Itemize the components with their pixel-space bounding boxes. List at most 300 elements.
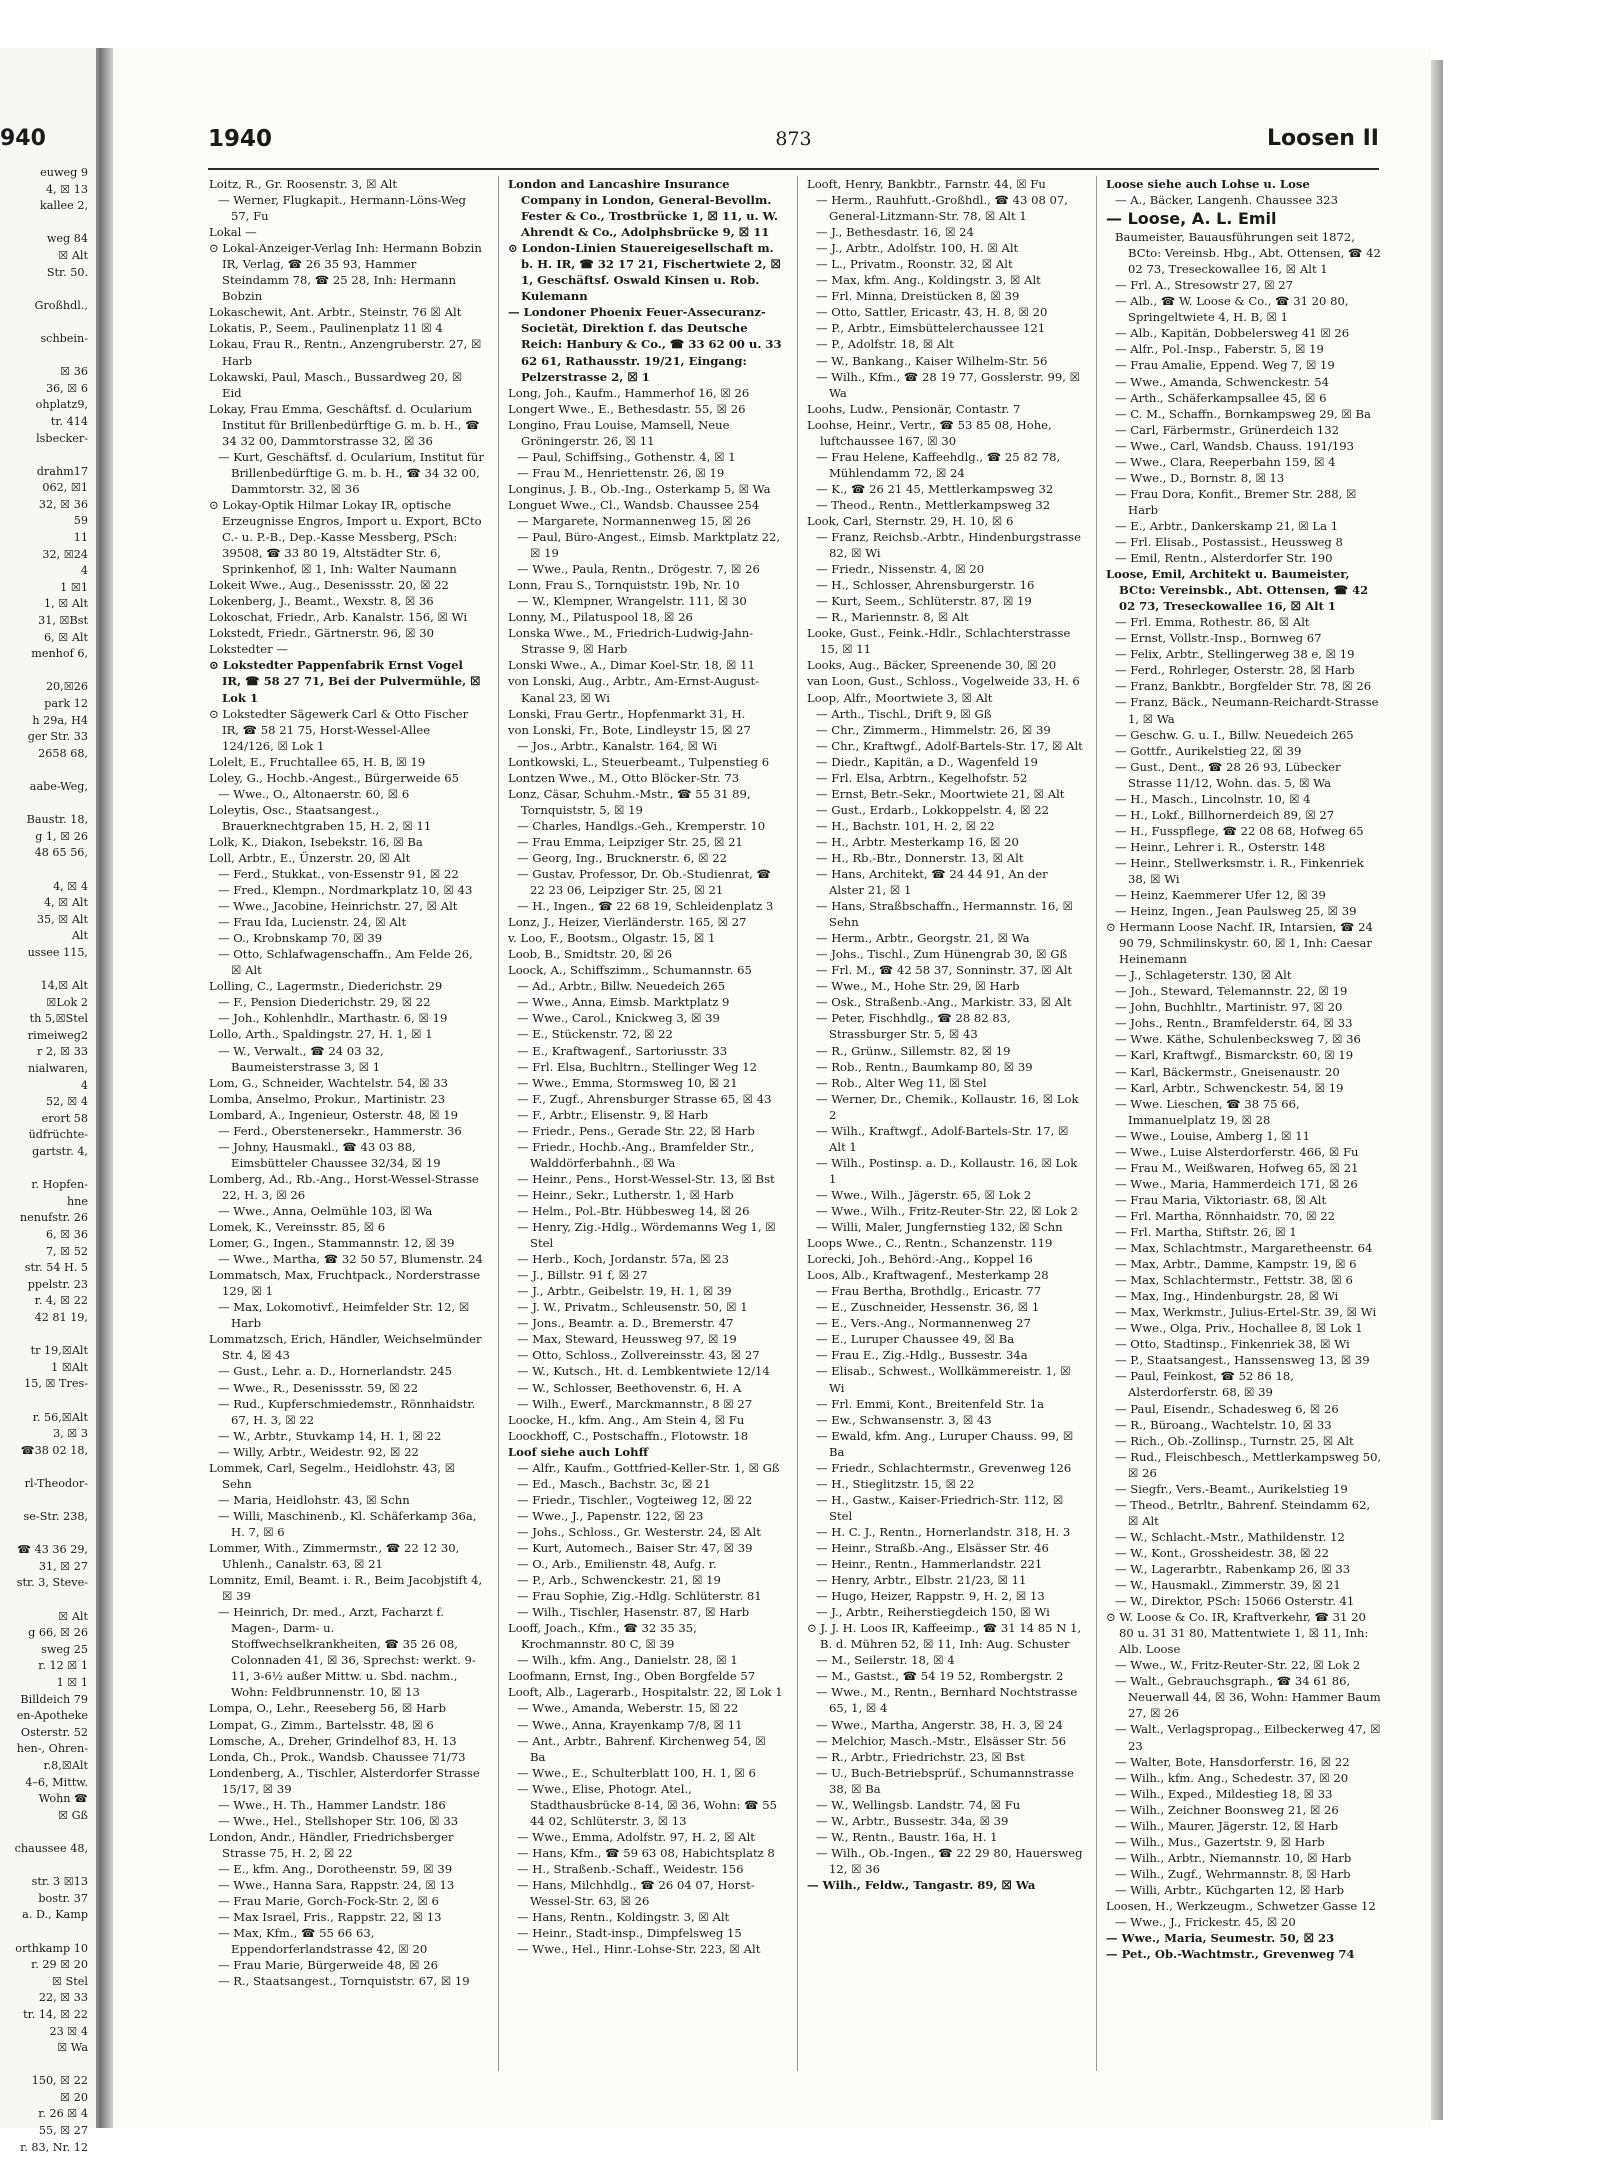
directory-entry: — Wwe., Anna, Krayenkamp 7/8, ☒ 11 bbox=[517, 1717, 743, 1732]
directory-entry: Looff, Joach., Kfm., ☎ 32 35 35, Krochmannstr. 80 C, ☒ 39 bbox=[508, 1621, 697, 1652]
directory-entry: — Wilh., Zugf., Wehrmannstr. 8, ☒ Harb bbox=[1115, 1866, 1351, 1881]
margin-fragment: ☒ Gß bbox=[58, 1808, 88, 1822]
directory-entry: — Max, Schlachtmstr., Margaretheenstr. 64 bbox=[1115, 1241, 1373, 1256]
margin-fragment: h 29a, H4 bbox=[32, 713, 88, 727]
margin-fragment bbox=[0, 1824, 96, 1841]
directory-entry: — Johs., Rentn., Bramfelderstr. 64, ☒ 33 bbox=[1115, 1016, 1353, 1031]
margin-fragment: 062, ☒1 bbox=[42, 481, 88, 495]
directory-entry: — Wwe., Emma, Adolfstr. 97, H. 2, ☒ Alt bbox=[517, 1829, 755, 1844]
margin-fragment: ussee 115, bbox=[27, 945, 88, 959]
directory-entry: Loops Wwe., C., Rentn., Schanzenstr. 119 bbox=[807, 1236, 1053, 1251]
directory-entry: Lontkowski, L., Steuerbeamt., Tulpenstieg 6 bbox=[508, 754, 770, 769]
directory-entry: — Wwe., Maria, Seumestr. 50, ☒ 23 bbox=[1106, 1931, 1335, 1946]
directory-entry: — Frau M., Henriettenstr. 26, ☒ 19 bbox=[517, 465, 725, 480]
directory-entry: ⊙ Lokal-Anzeiger-Verlag Inh: Hermann Bobzin IR, Verlag, ☎ 26 35 93, Hammer Steindamm 78, ☎ 25 28, Inh: Hermann Bobzin bbox=[209, 241, 482, 304]
directory-entry: Loleytis, Osc., Staatsangest., Brauerknechtgraben 15, H. 2, ☒ 11 bbox=[209, 802, 432, 833]
margin-fragment: r. 29 ☒ 20 bbox=[31, 1958, 88, 1972]
directory-entry: — Gust., Dent., ☎ 28 26 93, Lübecker Strasse 11/12, Wohn. das. 5, ☒ Wa bbox=[1115, 759, 1341, 790]
directory-entry: — E., Vers.-Ang., Normannenweg 27 bbox=[816, 1316, 1031, 1331]
directory-entry: — Rud., Fleischbesch., Mettlerkampsweg 50, ☒ 26 bbox=[1115, 1449, 1382, 1480]
directory-entry: — Wwe., Maria, Hammerdeich 171, ☒ 26 bbox=[1115, 1176, 1358, 1191]
margin-fragment bbox=[0, 663, 96, 680]
directory-entry: — Wwe., Amanda, Weberstr. 15, ☒ 22 bbox=[517, 1701, 739, 1716]
margin-fragment: 4–6, Mittw. bbox=[25, 1775, 88, 1789]
directory-entry: Lompat, G., Zimm., Bartelsstr. 48, ☒ 6 bbox=[209, 1717, 434, 1732]
directory-entry: Lomberg, Ad., Rb.-Ang., Horst-Wessel-Strasse 22, H. 3, ☒ 26 bbox=[209, 1171, 479, 1202]
directory-entry: — H. C. J., Rentn., Hornerlandstr. 318, H. 3 bbox=[816, 1524, 1071, 1539]
directory-entry: — Willy, Arbtr., Weidestr. 92, ☒ 22 bbox=[218, 1444, 419, 1459]
directory-entry: — Peter, Fischhdlg., ☎ 28 82 83, Strassburger Str. 5, ☒ 43 bbox=[816, 1011, 1011, 1042]
directory-entry: Loofmann, Ernst, Ing., Oben Borgfelde 57 bbox=[508, 1669, 756, 1684]
directory-entry: — Frl. Elsa, Arbtrn., Kegelhofstr. 52 bbox=[816, 770, 1028, 785]
margin-fragment bbox=[0, 1393, 96, 1410]
margin-fragment: ger Str. 33 bbox=[27, 730, 88, 744]
directory-entry: — Kurt, Seem., Schlüterstr. 87, ☒ 19 bbox=[816, 594, 1032, 609]
margin-fragment: ☒ 36 bbox=[60, 365, 88, 379]
directory-entry: — Karl, Bäckermstr., Gneisenaustr. 20 bbox=[1115, 1064, 1340, 1079]
margin-fragment: chaussee 48, bbox=[14, 1841, 88, 1855]
margin-fragment: Osterstr. 52 bbox=[20, 1725, 88, 1739]
margin-fragment: ☒ Wa bbox=[57, 2041, 88, 2055]
directory-entry: — Max, Kfm., ☎ 55 66 63, Eppendorferlandstrasse 42, ☒ 20 bbox=[218, 1926, 428, 1957]
directory-entry: — Pet., Ob.-Wachtmstr., Grevenweg 74 bbox=[1106, 1947, 1355, 1962]
directory-entry: ⊙ J. J. H. Loos IR, Kaffeeimp., ☎ 31 14 85 N 1, B. d. Mühren 52, ☒ 11, Inh: Aug. Schuster bbox=[807, 1621, 1082, 1652]
directory-entry: — E., Zuschneider, Hessenstr. 36, ☒ 1 bbox=[816, 1300, 1040, 1315]
directory-entry: — O., Krobnskamp 70, ☒ 39 bbox=[218, 931, 383, 946]
directory-entry: Loose siehe auch Lohse u. Lose bbox=[1106, 177, 1310, 191]
directory-entry: — Johny, Hausmakl., ☎ 43 03 88, Eimsbütteler Chaussee 32/34, ☒ 19 bbox=[218, 1139, 441, 1170]
directory-entry: — H., Lokf., Billhornerdeich 89, ☒ 27 bbox=[1115, 807, 1335, 822]
directory-entry: Lommer, With., Zimmermstr., ☎ 22 12 30, Uhlenh., Canalstr. 63, ☒ 21 bbox=[209, 1540, 460, 1572]
margin-fragment bbox=[0, 447, 96, 464]
previous-page-fragment bbox=[0, 48, 99, 2154]
margin-fragment: Großhdl., bbox=[34, 298, 88, 312]
margin-fragment: 150, ☒ 22 bbox=[31, 2074, 88, 2088]
margin-fragment: 15, ☒ Tres- bbox=[24, 1377, 88, 1391]
directory-entry: — Rob., Alter Weg 11, ☒ Stel bbox=[816, 1075, 987, 1090]
directory-entry: — Frl. Minna, Dreistücken 8, ☒ 39 bbox=[816, 289, 1020, 304]
directory-entry: Lomek, K., Vereinsstr. 85, ☒ 6 bbox=[209, 1220, 386, 1235]
directory-entry: — Elisab., Schwest., Wollkämmereistr. 1, ☒ Wi bbox=[816, 1364, 1071, 1395]
directory-entry: — Hans, Rentn., Koldingstr. 3, ☒ Alt bbox=[517, 1910, 730, 1925]
directory-entry: — Frl. Elsa, Buchltrn., Stellinger Weg 12 bbox=[517, 1059, 757, 1074]
page-number: 873 bbox=[775, 128, 812, 150]
directory-entry: — Wwe., Carol., Knickweg 3, ☒ 39 bbox=[517, 1011, 720, 1026]
directory-entry: — Wilh., Mus., Gazertstr. 9, ☒ Harb bbox=[1115, 1834, 1325, 1849]
directory-entry: — H., Gastw., Kaiser-Friedrich-Str. 112, ☒ Stel bbox=[816, 1492, 1064, 1523]
margin-fragment bbox=[0, 862, 96, 879]
directory-entry: — Friedr., Tischler., Vogteiweg 12, ☒ 22 bbox=[517, 1492, 753, 1507]
directory-entry: — Theod., Rentn., Mettlerkampsweg 32 bbox=[816, 497, 1051, 512]
directory-entry: — M., Seilerstr. 18, ☒ 4 bbox=[816, 1653, 955, 1668]
margin-fragment: 31, ☒ 27 bbox=[38, 1559, 88, 1573]
directory-entry: — Rud., Kupferschmiedemstr., Rönnhaidstr. 67, H. 3, ☒ 22 bbox=[218, 1396, 476, 1427]
margin-fragment: Wohn ☎ bbox=[38, 1792, 88, 1806]
directory-entry: — H., Masch., Lincolnstr. 10, ☒ 4 bbox=[1115, 791, 1311, 806]
directory-entry: ⊙ Lokay-Optik Hilmar Lokay IR, optische Erzeugnisse Engros, Import u. Export, BCto C.- u. P.-B., Dep.-Kasse Messberg, PSch: 39508, ☎ 33 80 19, Altstädter Str. 6, Sprinkenhof, ☒ 1, Inh: Walter Naumann bbox=[209, 497, 482, 577]
page-year: 1940 bbox=[208, 126, 273, 152]
directory-entry: — Willi, Arbtr., Küchgarten 12, ☒ Harb bbox=[1115, 1882, 1345, 1897]
directory-entry: — Emil, Rentn., Alsterdorfer Str. 190 bbox=[1115, 551, 1333, 566]
directory-entry: — Loose, A. L. Emil bbox=[1106, 209, 1277, 229]
directory-entry: — Siegfr., Vers.-Beamt., Aurikelstieg 19 bbox=[1115, 1481, 1348, 1496]
directory-entry: — H., Stieglitzstr. 15, ☒ 22 bbox=[816, 1476, 975, 1491]
directory-entry: — Franz, Reichsb.-Arbtr., Hindenburgstrasse 82, ☒ Wi bbox=[816, 530, 1081, 561]
margin-fragment: 6, ☒ 36 bbox=[45, 1228, 88, 1241]
margin-fragment: hne bbox=[66, 1194, 88, 1208]
directory-entry: — Frau M., Weißwaren, Hofweg 65, ☒ 21 bbox=[1115, 1160, 1359, 1175]
directory-entry: Lombard, A., Ingenieur, Osterstr. 48, ☒ 19 bbox=[209, 1107, 458, 1122]
directory-entry: — W., Lagerarbtr., Rabenkamp 26, ☒ 33 bbox=[1115, 1561, 1351, 1576]
directory-entry: — W., Kutsch., Ht. d. Lembkentwiete 12/14 bbox=[517, 1364, 770, 1379]
directory-entry: — Frau Maria, Viktoriastr. 68, ☒ Alt bbox=[1115, 1192, 1327, 1207]
margin-fragment: 55, ☒ 27 bbox=[38, 2124, 88, 2138]
directory-entry: — Ad., Arbtr., Billw. Neuedeich 265 bbox=[517, 979, 726, 994]
directory-entry: — Johs., Tischl., Zum Hünengrab 30, ☒ Gß bbox=[816, 947, 1068, 962]
margin-fragment: 1, ☒ Alt bbox=[44, 597, 88, 611]
margin-fragment: sweg 25 bbox=[41, 1642, 88, 1656]
directory-column-2 bbox=[508, 176, 784, 2076]
directory-entry: Lokstedter — bbox=[209, 642, 288, 657]
directory-entry: Loockhoff, C., Postschaffn., Flotowstr. 18 bbox=[508, 1428, 749, 1443]
margin-fragment: Billdeich 79 bbox=[20, 1692, 88, 1706]
directory-entry: — R., Mariennstr. 8, ☒ Alt bbox=[816, 610, 969, 625]
directory-entry: — Wilh., kfm. Ang., Schedestr. 37, ☒ 20 bbox=[1115, 1770, 1349, 1785]
directory-entry: — Johs., Schloss., Gr. Westerstr. 24, ☒ Alt bbox=[517, 1524, 761, 1539]
margin-fragment: tr. 14, ☒ 22 bbox=[23, 2007, 88, 2021]
margin-fragment: 36, ☒ 6 bbox=[45, 381, 88, 395]
directory-entry: Lokatis, P., Seem., Paulinenplatz 11 ☒ 4 bbox=[209, 321, 443, 336]
directory-entry: — F., Zugf., Ahrensburger Strasse 65, ☒ 43 bbox=[517, 1091, 772, 1106]
directory-entry: — Wwe., Wilh., Jägerstr. 65, ☒ Lok 2 bbox=[816, 1187, 1032, 1202]
directory-entry: — Wwe., Anna, Eimsb. Marktplatz 9 bbox=[517, 995, 730, 1010]
directory-entry: — Otto, Sattler, Ericastr. 43, H. 8, ☒ 20 bbox=[816, 305, 1048, 320]
directory-entry: — Joh., Kohlenhdlr., Marthastr. 6, ☒ 19 bbox=[218, 1011, 448, 1026]
directory-entry: Look, Carl, Sternstr. 29, H. 10, ☒ 6 bbox=[807, 513, 1014, 528]
directory-entry: — Heinr., Rentn., Hammerlandstr. 221 bbox=[816, 1557, 1043, 1572]
directory-entry: — Wwe., Amanda, Schwenckestr. 54 bbox=[1115, 374, 1330, 389]
directory-entry: — Wilh., Arbtr., Niemannstr. 10, ☒ Harb bbox=[1115, 1850, 1352, 1865]
directory-entry: — P., Arb., Schwenckestr. 21, ☒ 19 bbox=[517, 1573, 721, 1588]
directory-entry: Lolk, K., Diakon, Isebekstr. 16, ☒ Ba bbox=[209, 834, 423, 849]
directory-entry: — Gustav, Professor, Dr. Ob.-Studienrat, ☎ 22 23 06, Leipziger Str. 25, ☒ 21 bbox=[517, 867, 771, 898]
directory-entry: — Wilh., Tischler, Hasenstr. 87, ☒ Harb bbox=[517, 1605, 750, 1620]
directory-entry: — J. W., Privatm., Schleusenstr. 50, ☒ 1 bbox=[517, 1300, 748, 1315]
directory-entry: — Ferd., Rohrleger, Osterstr. 28, ☒ Harb bbox=[1115, 663, 1355, 678]
directory-entry: — Hans, Straßbschaffn., Hermannstr. 16, ☒ Sehn bbox=[816, 899, 1074, 930]
directory-entry: — Margarete, Normannenweg 15, ☒ 26 bbox=[517, 513, 751, 528]
directory-entry: Loll, Arbtr., E., Ünzerstr. 20, ☒ Alt bbox=[209, 850, 411, 865]
directory-entry: Loosen, H., Werkzeugm., Schwetzer Gasse 12 bbox=[1106, 1898, 1376, 1913]
directory-entry: — Helm., Pol.-Btr. Hübbesweg 14, ☒ 26 bbox=[517, 1204, 750, 1218]
directory-entry: — Max, Schlachtermstr., Fettstr. 38, ☒ 6 bbox=[1115, 1273, 1353, 1288]
directory-entry: Lom, G., Schneider, Wachtelstr. 54, ☒ 33 bbox=[209, 1075, 449, 1090]
directory-entry: — H., Arbtr. Mesterkamp 16, ☒ 20 bbox=[816, 834, 1019, 849]
margin-fragment: bostr. 37 bbox=[38, 1891, 88, 1905]
directory-entry: van Loon, Gust., Schloss., Vogelweide 33, H. 6 bbox=[807, 674, 1080, 689]
directory-entry: Lokaschewit, Ant. Arbtr., Steinstr. 76 ☒ Alt bbox=[209, 305, 462, 320]
margin-fragment: 1 ☒ 1 bbox=[56, 1676, 88, 1690]
directory-entry: Londa, Ch., Prok., Wandsb. Chaussee 71/73 bbox=[209, 1749, 466, 1764]
margin-fragment: 59 bbox=[73, 514, 88, 528]
directory-entry: — P., Arbtr., Eimsbüttelerchaussee 121 bbox=[816, 321, 1046, 336]
directory-entry: Loof siehe auch Lohff bbox=[508, 1444, 649, 1459]
directory-entry: — Wwe., Carl, Wandsb. Chauss. 191/193 bbox=[1115, 438, 1355, 453]
directory-entry: — Fred., Klempn., Nordmarkplatz 10, ☒ 43 bbox=[218, 883, 473, 898]
directory-entry: — Heinrich, Dr. med., Arzt, Facharzt f. Magen-, Darm- u. Stoffwechselkrankheiten, ☎ 35 26 08, Colonnaden 41, ☒ 36, Sprechst: werkt. 9-11, 3-6½ außer Mittw. u. Sbd. nachm., Wohn: Feldbrunnenstr. 10, ☒ 13 bbox=[218, 1605, 476, 1700]
directory-entry: — Frau Ida, Lucienstr. 24, ☒ Alt bbox=[218, 915, 407, 930]
directory-entry: — Frau Marie, Bürgerweide 48, ☒ 26 bbox=[218, 1958, 438, 1973]
margin-fragment: 4, ☒ 4 bbox=[53, 879, 88, 893]
directory-entry: — H., Bachstr. 101, H. 2, ☒ 22 bbox=[816, 818, 995, 833]
directory-entry: Lonski, Frau Gertr., Hopfenmarkt 31, H. bbox=[508, 706, 746, 721]
directory-entry: — Joh., Steward, Telemannstr. 22, ☒ 19 bbox=[1115, 984, 1348, 999]
margin-fragment: en-Apotheke bbox=[16, 1709, 88, 1723]
directory-entry: — Kurt, Automech., Baiser Str. 47, ☒ 39 bbox=[517, 1540, 753, 1555]
margin-fragment bbox=[0, 2057, 96, 2074]
margin-fragment: ☒ Alt bbox=[58, 1609, 88, 1623]
directory-entry: — W., Klempner, Wrangelstr. 111, ☒ 30 bbox=[517, 594, 747, 609]
directory-column-4 bbox=[1106, 176, 1382, 2076]
directory-entry: Longuet Wwe., Cl., Wandsb. Chaussee 254 bbox=[508, 497, 760, 512]
margin-fragment: orthkamp 10 bbox=[15, 1941, 88, 1955]
directory-entry: — H., Schlosser, Ahrensburgerstr. 16 bbox=[816, 578, 1035, 593]
directory-entry: — Frau Marie, Gorch-Fock-Str. 2, ☒ 6 bbox=[218, 1894, 439, 1909]
directory-entry: — Wilh., Postinsp. a. D., Kollaustr. 16, ☒ Lok 1 bbox=[816, 1155, 1078, 1186]
directory-entry: Lomsche, A., Dreher, Grindelhof 83, H. 13 bbox=[209, 1733, 457, 1748]
directory-entry: — Ernst, Betr.-Sekr., Moortwiete 21, ☒ Alt bbox=[816, 786, 1065, 801]
directory-entry: — W., Kont., Grossheidestr. 38, ☒ 22 bbox=[1115, 1545, 1329, 1560]
page-edge bbox=[1431, 60, 1443, 2120]
directory-entry: — Ew., Schwansenstr. 3, ☒ 43 bbox=[816, 1412, 992, 1427]
margin-fragment: euweg 9 bbox=[40, 166, 88, 179]
directory-entry: Loitz, R., Gr. Roosenstr. 3, ☒ Alt bbox=[209, 177, 397, 191]
directory-entry: — U., Buch-Betriebsprüf., Schumannstrasse 38, ☒ Ba bbox=[816, 1765, 1074, 1796]
directory-entry: Long, Joh., Kaufm., Hammerhof 16, ☒ 26 bbox=[508, 385, 750, 400]
directory-entry: Longert Wwe., E., Bethesdastr. 55, ☒ 26 bbox=[508, 401, 746, 416]
directory-entry: — Wwe., Hel., Stellshoper Str. 106, ☒ 33 bbox=[218, 1813, 459, 1828]
margin-fragment: üdfrüchte- bbox=[28, 1128, 88, 1142]
margin-fragment: r. Hopfen- bbox=[31, 1178, 88, 1192]
directory-entry: — Frl. Emmi, Kont., Breitenfeld Str. 1a bbox=[816, 1396, 1045, 1411]
directory-entry: — Frl. M., ☎ 42 58 37, Sonninstr. 37, ☒ Alt bbox=[816, 963, 1073, 978]
directory-entry: — Walter, Bote, Hansdorferstr. 16, ☒ 22 bbox=[1115, 1754, 1350, 1769]
directory-entry: ⊙ Hermann Loose Nachf. IR, Intarsien, ☎ 24 90 79, Schmilinskystr. 60, ☒ 1, Inh: Caesar Heinemann bbox=[1106, 920, 1373, 967]
directory-entry: — C. M., Schaffn., Bornkampsweg 29, ☒ Ba bbox=[1115, 406, 1371, 421]
directory-entry: — O., Arb., Emilienstr. 48, Aufg. r. bbox=[517, 1557, 717, 1572]
margin-fragment: 6, ☒ Alt bbox=[44, 630, 88, 644]
directory-entry: — W., Wellingsb. Landstr. 74, ☒ Fu bbox=[816, 1797, 1021, 1812]
directory-entry: — Gust., Erdarb., Lokkoppelstr. 4, ☒ 22 bbox=[816, 802, 1049, 817]
directory-entry: Lokstedt, Friedr., Gärtnerstr. 96, ☒ 30 bbox=[209, 626, 434, 641]
column-divider bbox=[797, 176, 798, 2071]
directory-entry: — W., Schlacht.-Mstr., Mathildenstr. 12 bbox=[1115, 1529, 1345, 1544]
margin-fragment: schbein- bbox=[40, 331, 88, 345]
margin-fragment: str. 3 ☒13 bbox=[31, 1875, 88, 1889]
directory-entry: — Geschw. G. u. I., Billw. Neuedeich 265 bbox=[1115, 727, 1354, 742]
directory-entry: — Herm., Arbtr., Georgstr. 21, ☒ Wa bbox=[816, 931, 1030, 946]
directory-entry: — Alfr., Kaufm., Gottfried-Keller-Str. 1, ☒ Gß bbox=[517, 1460, 780, 1475]
directory-entry: — Friedr., Schlachtermstr., Grevenweg 126 bbox=[816, 1460, 1072, 1475]
directory-entry: — Heinr., Sekr., Lutherstr. 1, ☒ Harb bbox=[517, 1187, 734, 1202]
directory-entry: — E., kfm. Ang., Dorotheenstr. 59, ☒ 39 bbox=[218, 1861, 453, 1876]
directory-entry: Lolling, C., Lagermstr., Diederichstr. 29 bbox=[209, 979, 443, 994]
directory-entry: — Jons., Beamtr. a. D., Bremerstr. 47 bbox=[517, 1316, 734, 1331]
directory-entry: — Chr., Zimmerm., Himmelstr. 26, ☒ 39 bbox=[816, 722, 1051, 737]
directory-entry: — Wwe., Elise, Photogr. Atel., Stadthausbrücke 8-14, ☒ 36, Wohn: ☎ 55 44 02, Schlüterstr. 3, ☒ 13 bbox=[517, 1781, 778, 1828]
directory-entry: Lollo, Arth., Spaldingstr. 27, H. 1, ☒ 1 bbox=[209, 1027, 433, 1042]
directory-entry: — R., Arbtr., Friedrichstr. 23, ☒ Bst bbox=[816, 1749, 1025, 1764]
directory-entry: — Wilh., kfm. Ang., Danielstr. 28, ☒ 1 bbox=[517, 1653, 738, 1668]
directory-entry: — Heinz, Ingen., Jean Paulsweg 25, ☒ 39 bbox=[1115, 904, 1357, 919]
margin-fragment: 22, ☒ 33 bbox=[38, 1991, 88, 2005]
directory-entry: Lommatsch, Max, Fruchtpack., Norderstrasse 129, ☒ 1 bbox=[209, 1268, 481, 1299]
directory-entry: Loohse, Heinr., Vertr., ☎ 53 85 08, Hohe, luftchaussee 167, ☒ 30 bbox=[807, 417, 1052, 448]
margin-fragment: ☒ Alt bbox=[58, 248, 88, 262]
directory-entry: — Wwe., Jacobine, Heinrichstr. 27, ☒ Alt bbox=[218, 899, 458, 914]
directory-entry: — Chr., Kraftwgf., Adolf-Bartels-Str. 17, ☒ Alt bbox=[816, 738, 1083, 753]
directory-entry: Lonska Wwe., M., Friedrich-Ludwig-Jahn-Strasse 9, ☒ Harb bbox=[508, 626, 754, 657]
directory-entry: — Jos., Arbtr., Kanalstr. 164, ☒ Wi bbox=[517, 738, 718, 753]
directory-entry: — Gottfr., Aurikelstieg 22, ☒ 39 bbox=[1115, 743, 1302, 758]
directory-entry: Loop, Alfr., Moortwiete 3, ☒ Alt bbox=[807, 690, 993, 705]
margin-fragment: ☒Lok 2 bbox=[46, 995, 88, 1009]
directory-entry: — Melchior, Masch.-Mstr., Elsässer Str. 56 bbox=[816, 1733, 1067, 1748]
directory-entry: — Heinr., Stellwerksmstr. i. R., Finkenriek 38, ☒ Wi bbox=[1115, 855, 1364, 886]
directory-entry: — Ed., Masch., Bachstr. 3c, ☒ 21 bbox=[517, 1476, 711, 1491]
margin-fragment: drahm17 bbox=[36, 464, 88, 478]
margin-fragment: rl-Theodor- bbox=[24, 1476, 88, 1490]
margin-fragment: 32, ☒ 36 bbox=[38, 497, 88, 511]
margin-fragment: tr 19,☒Alt bbox=[30, 1344, 88, 1358]
directory-entry: Lokenberg, J., Beamt., Wexstr. 8, ☒ 36 bbox=[209, 594, 434, 609]
directory-entry: Loock, A., Schiffszimm., Schumannstr. 65 bbox=[508, 963, 752, 978]
margin-fragment: r 2, ☒ 33 bbox=[37, 1045, 88, 1059]
directory-entry: Loose, Emil, Architekt u. Baumeister, BCto: Vereinsbk., Abt. Ottensen, ☎ 42 02 73, Treseckowallee 16, ☒ Alt 1 bbox=[1106, 567, 1369, 614]
directory-entry: Lonski Wwe., A., Dimar Koel-Str. 18, ☒ 11 bbox=[508, 658, 755, 673]
directory-entry: Lonny, M., Pilatuspool 18, ☒ 26 bbox=[508, 610, 693, 625]
directory-entry: Looks, Aug., Bäcker, Spreenende 30, ☒ 20 bbox=[807, 658, 1057, 673]
directory-entry: Loocke, H., kfm. Ang., Am Stein 4, ☒ Fu bbox=[508, 1412, 745, 1427]
directory-entry: — W., Rentn., Baustr. 16a, H. 1 bbox=[816, 1829, 998, 1844]
directory-entry: Lomba, Anselmo, Prokur., Martinistr. 23 bbox=[209, 1091, 446, 1106]
directory-entry: — Wwe., Anna, Oelmühle 103, ☒ Wa bbox=[218, 1204, 433, 1218]
directory-entry: — Willi, Maschinenb., Kl. Schäferkamp 36a, H. 7, ☒ 6 bbox=[218, 1508, 477, 1539]
directory-entry: — W., Verwalt., ☎ 24 03 32, Baumeisterstrasse 3, ☒ 1 bbox=[218, 1043, 384, 1074]
directory-entry: — Wwe., Louise, Amberg 1, ☒ 11 bbox=[1115, 1128, 1310, 1143]
directory-entry: — Wwe., Clara, Reeperbahn 159, ☒ 4 bbox=[1115, 454, 1336, 469]
margin-fragment: Alt bbox=[71, 929, 88, 943]
margin-fragment: 48 65 56, bbox=[34, 846, 88, 860]
directory-entry: — L., Privatm., Roonstr. 32, ☒ Alt bbox=[816, 257, 1013, 272]
margin-fragment: Baustr. 18, bbox=[26, 813, 88, 827]
margin-fragment: park 12 bbox=[44, 697, 88, 710]
directory-entry: Loohs, Ludw., Pensionär, Contastr. 7 bbox=[807, 401, 1021, 416]
directory-entry: — Wilh., Ewerf., Marckmannstr., 8 ☒ 27 bbox=[517, 1396, 753, 1411]
margin-fragment: ☒ Stel bbox=[52, 1974, 88, 1988]
margin-fragment: r.8,☒Alt bbox=[43, 1759, 88, 1772]
directory-entry: ⊙ Lokstedter Pappenfabrik Ernst Vogel IR, ☎ 58 27 71, Bei der Pulvermühle, ☒ Lok 1 bbox=[209, 658, 481, 705]
directory-entry: — J., Bethesdastr. 16, ☒ 24 bbox=[816, 225, 974, 240]
directory-entry: London and Lancashire Insurance Company in London, General-Bevollm. Fester & Co., Trostbrücke 1, ☒ 11, u. W. Ahrendt & Co., Adolphsbrücke 9, ☒ 11 bbox=[508, 177, 778, 240]
margin-fragment: ohplatz9, bbox=[35, 398, 88, 412]
margin-fragment: str. 54 H. 5 bbox=[24, 1261, 88, 1275]
margin-fragment: 7, ☒ 52 bbox=[45, 1244, 88, 1258]
directory-entry: — Wwe., Wilh., Fritz-Reuter-Str. 22, ☒ Lok 2 bbox=[816, 1204, 1078, 1218]
directory-entry: — Wwe., Luise Alsterdorferstr. 466, ☒ Fu bbox=[1115, 1144, 1359, 1159]
directory-entry: Lokau, Frau R., Rentn., Anzengruberstr. 27, ☒ Harb bbox=[209, 337, 482, 368]
directory-entry: — John, Buchhltr., Martinistr. 97, ☒ 20 bbox=[1115, 1000, 1343, 1015]
margin-fragment: 31, ☒Bst bbox=[38, 614, 88, 628]
directory-entry: — Ferd., Stukkat., von-Essenstr 91, ☒ 22 bbox=[218, 867, 459, 882]
directory-entry: — Wwe., Emma, Stormsweg 10, ☒ 21 bbox=[517, 1075, 738, 1090]
directory-entry: — Frl. Martha, Stiftstr. 26, ☒ 1 bbox=[1115, 1225, 1297, 1239]
directory-entry: — Franz, Bäck., Neumann-Reichardt-Strasse 1, ☒ Wa bbox=[1115, 695, 1379, 726]
margin-fragment: kallee 2, bbox=[39, 199, 88, 213]
margin-fragment bbox=[0, 1526, 96, 1543]
margin-fragment: lsbecker- bbox=[36, 431, 88, 445]
directory-entry: — Wilh., Kfm., ☎ 28 19 77, Gosslerstr. 99, ☒ Wa bbox=[816, 369, 1081, 400]
directory-entry: — W., Schlosser, Beethovenstr. 6, H. A bbox=[517, 1380, 742, 1395]
directory-entry: — Wilh., Feldw., Tangastr. 89, ☒ Wa bbox=[807, 1877, 1036, 1892]
margin-fragment: str. 3, Steve- bbox=[16, 1576, 88, 1590]
margin-fragment: r. 56,☒Alt bbox=[32, 1410, 88, 1424]
margin-fragment: menhof 6, bbox=[31, 647, 88, 661]
directory-entry: — Otto, Schlafwagenschaffn., Am Felde 26, ☒ Alt bbox=[218, 947, 473, 978]
directory-entry: — Frl. A., Stresowstr 27, ☒ 27 bbox=[1115, 278, 1294, 293]
directory-entry: Lonz, Cäsar, Schuhm.-Mstr., ☎ 55 31 89, Tornquiststr. 5, ☒ 19 bbox=[508, 786, 751, 817]
margin-fragment: Str. 50. bbox=[46, 265, 88, 279]
directory-entry: — J., Arbtr., Adolfstr. 100, H. ☒ Alt bbox=[816, 241, 1019, 256]
directory-entry: — Max, Lokomotivf., Heimfelder Str. 12, ☒ Harb bbox=[218, 1300, 470, 1331]
directory-entry: — Wilh., Kraftwgf., Adolf-Bartels-Str. 17, ☒ Alt 1 bbox=[816, 1123, 1069, 1154]
directory-entry: — J., Arbtr., Geibelstr. 19, H. 1, ☒ 39 bbox=[517, 1284, 732, 1299]
margin-fragment: aabe-Weg, bbox=[29, 779, 88, 793]
directory-column-3 bbox=[807, 176, 1083, 2076]
directory-entry: Loob, B., Smidtstr. 20, ☒ 26 bbox=[508, 947, 672, 962]
directory-entry: ⊙ W. Loose & Co. IR, Kraftverkehr, ☎ 31 20 80 u. 31 31 80, Mattentwiete 1, ☒ 11, Inh: Alb. Loose bbox=[1106, 1610, 1369, 1657]
directory-entry: — J., Arbtr., Reiherstiegdeich 150, ☒ Wi bbox=[816, 1605, 1050, 1620]
directory-entry: — J., Schlageterstr. 130, ☒ Alt bbox=[1115, 968, 1292, 983]
directory-entry: — Wwe. Käthe, Schulenbecksweg 7, ☒ 36 bbox=[1115, 1032, 1361, 1047]
directory-entry: — Max, Steward, Heussweg 97, ☒ 19 bbox=[517, 1332, 737, 1347]
margin-fragment: hen-, Ohren- bbox=[16, 1742, 88, 1756]
directory-entry: Lorecki, Joh., Behörd.-Ang., Koppel 16 bbox=[807, 1252, 1033, 1267]
margin-fragment: 23 ☒ 4 bbox=[49, 2024, 88, 2038]
directory-entry: Lokal — bbox=[209, 225, 257, 240]
directory-entry: — Wwe., H. Th., Hammer Landstr. 186 bbox=[218, 1797, 446, 1812]
margin-fragment: r. 26 ☒ 4 bbox=[38, 2107, 88, 2121]
directory-entry: — Wilh., Zeichner Boonsweg 21, ☒ 26 bbox=[1115, 1802, 1339, 1817]
directory-entry: Lokeit Wwe., Aug., Desenissstr. 20, ☒ 22 bbox=[209, 578, 449, 593]
directory-entry: — Wwe., Martha, Angerstr. 38, H. 3, ☒ 24 bbox=[816, 1717, 1063, 1732]
directory-entry: — Alb., Kapitän, Dobbelersweg 41 ☒ 26 bbox=[1115, 326, 1350, 341]
directory-entry: — Frau Amalie, Eppend. Weg 7, ☒ 19 bbox=[1115, 358, 1335, 373]
directory-entry: — Werner, Flugkapit., Hermann-Löns-Weg 57, Fu bbox=[218, 193, 466, 224]
directory-entry: — Heinr., Lehrer i. R., Osterstr. 148 bbox=[1115, 839, 1326, 854]
margin-fragment: weg 84 bbox=[46, 232, 88, 246]
directory-entry: — Herm., Rauhfutt.-Großhdl., ☎ 43 08 07, General-Litzmann-Str. 78, ☒ Alt 1 bbox=[816, 193, 1068, 224]
directory-entry: Lommatzsch, Erich, Händler, Weichselmünder Str. 4, ☒ 43 bbox=[209, 1332, 482, 1363]
margin-fragment: r. 4, ☒ 22 bbox=[34, 1294, 88, 1308]
book-gutter bbox=[99, 48, 113, 2128]
directory-entry: ⊙ London-Linien Stauereigesellschaft m. b. H. IR, ☎ 32 17 21, Fischertwiete 2, ☒ 1, Geschäftsf. Oswald Kinsen u. Rob. Kulemann bbox=[508, 241, 781, 304]
margin-fragment: 52, ☒ 4 bbox=[45, 1095, 88, 1109]
directory-entry: — P., Adolfstr. 18, ☒ Alt bbox=[816, 337, 954, 352]
directory-entry: — Wilh., Exped., Mildestieg 18, ☒ 33 bbox=[1115, 1786, 1333, 1801]
directory-entry: Longino, Frau Louise, Mamsell, Neue Gröningerstr. 26, ☒ 11 bbox=[508, 417, 730, 448]
directory-entry: — Wwe., E., Schulterblatt 100, H. 1, ☒ 6 bbox=[517, 1765, 756, 1780]
